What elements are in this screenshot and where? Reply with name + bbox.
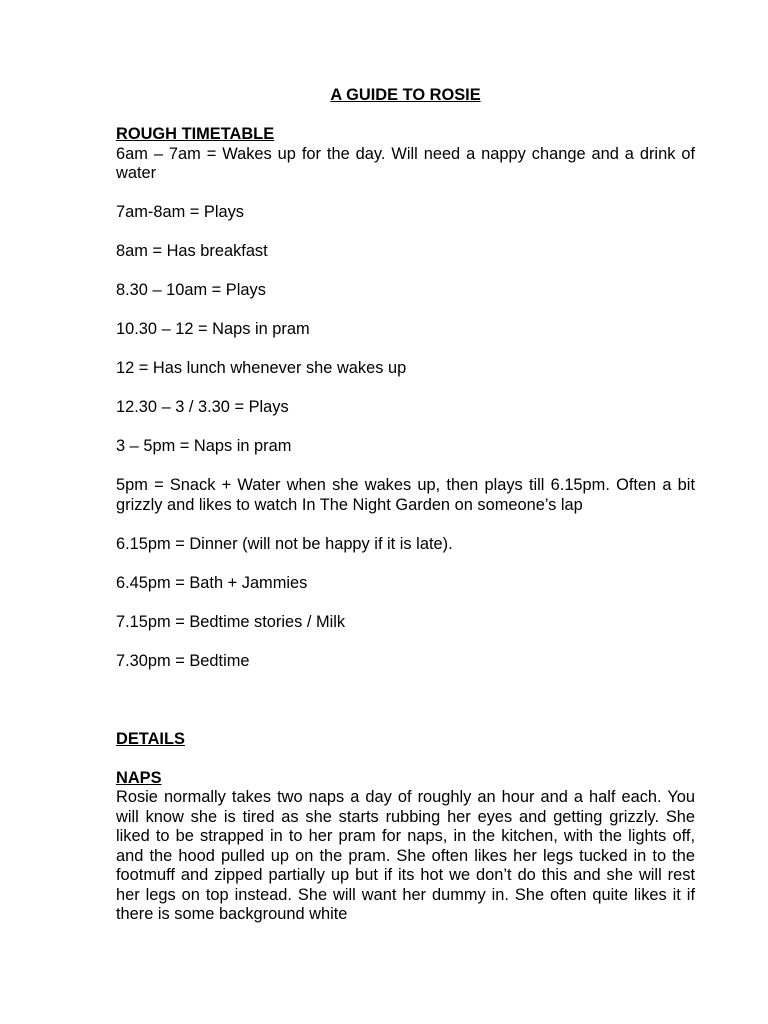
timetable-entry: 12 = Has lunch whenever she wakes up	[116, 359, 407, 377]
timetable-list	[116, 145, 695, 672]
timetable-entry: 8am = Has breakfast	[116, 242, 268, 260]
timetable-entry: 6.15pm = Dinner (will not be happy if it is late).	[116, 534, 453, 553]
timetable-entry: 7am-8am = Plays	[116, 203, 244, 221]
timetable-entry: 7.15pm = Bedtime stories / Milk	[116, 612, 346, 631]
timetable-entry: 10.30 – 12 = Naps in pram	[116, 320, 310, 338]
timetable-entry: 6am – 7am = Wakes up for the day. Will need a nappy change and a drink of water	[116, 144, 695, 182]
section-spacer	[116, 691, 695, 730]
timetable-entry: 5pm = Snack + Water when she wakes up, then plays till 6.15pm. Often a bit grizzly and likes to watch In The Night Garden on someone’s lap	[116, 476, 695, 514]
timetable-heading: ROUGH TIMETABLE	[116, 125, 275, 143]
details-heading: DETAILS	[116, 729, 185, 748]
timetable-entry: 7.30pm = Bedtime	[116, 651, 250, 670]
timetable-entry: 6.45pm = Bath + Jammies	[116, 573, 308, 592]
document-title: A GUIDE TO ROSIE	[330, 86, 481, 104]
timetable-entry: 12.30 – 3 / 3.30 = Plays	[116, 398, 289, 416]
naps-heading: NAPS	[116, 768, 162, 787]
timetable-entry: 8.30 – 10am = Plays	[116, 281, 266, 299]
timetable-entry: 3 – 5pm = Naps in pram	[116, 437, 292, 455]
naps-paragraph: Rosie normally takes two naps a day of roughly an hour and a half each. You will know she is tired as she starts rubbing her eyes and getting grizzly. She liked to be strapped in to her pram for naps, in the kitchen, with the lights off, and the hood pulled up on the pram. She often likes her legs tucked in to the footmuff and zipped partially up but if its hot we don’t do this and she will rest her legs on top instead. She will want her dummy in. She often quite likes it if there is some background white	[116, 788, 695, 923]
document-page	[116, 86, 695, 925]
